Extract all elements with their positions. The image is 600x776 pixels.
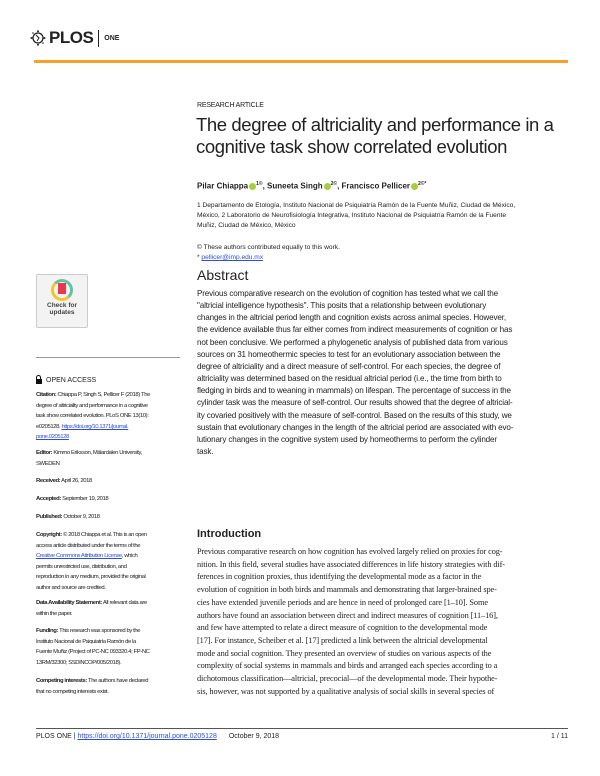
corresponding-email-link[interactable]: pellicer@imp.edu.mx: [201, 254, 264, 261]
equal-contribution-note: © These authors contributed equally to this work.: [197, 244, 340, 251]
text-line: task.: [197, 447, 214, 457]
logo-separator: [98, 30, 99, 47]
data-label: Data Availability Statement:: [36, 600, 102, 606]
editor: [36, 448, 182, 469]
funding-text: Instituto Nacional de Psiquiatría Ramón de la: [36, 638, 136, 645]
page-number: 1 / 11: [551, 733, 568, 740]
copyright-text: , which: [121, 553, 138, 560]
sidebar-divider: [36, 357, 180, 358]
copyright: [36, 530, 182, 594]
data-text: All relevant data are: [101, 600, 147, 606]
citation-doi-link[interactable]: https://doi.org/10.1371/journal.: [61, 423, 129, 430]
text-line: the evidence available thus far either comes from indirect measurements of cognition or has: [197, 325, 513, 335]
competing-text: The authors have declared: [86, 678, 149, 684]
editor-text: SWEDEN: [36, 460, 60, 467]
article-type: RESEARCH ARTICLE: [197, 102, 264, 109]
header-rule: [34, 60, 568, 63]
text-line: Previous comparative research on how cognition has evolved largely relied on proxies for cog-: [197, 547, 503, 556]
open-access-text: OPEN ACCESS: [46, 376, 97, 384]
text-line: sustain that evolutionary changes in the length of the altricial period are associated with evo-: [197, 422, 514, 432]
accepted-date: [36, 494, 182, 505]
text-line: fledging in birds and to weaning in mammals) on lifespan. The percentage of success in the: [197, 386, 511, 396]
text-line: not been conclusive. We performed a phylogenetic analysis of published data from various: [197, 337, 508, 347]
published-value: October 9, 2018: [62, 514, 100, 520]
citation-label: Citation:: [36, 392, 57, 398]
footer-date: October 9, 2018: [228, 733, 280, 740]
received-date: [36, 476, 182, 487]
text-line: changes in the altricial period length and cognition exists across animal species. However,: [197, 313, 506, 323]
footer-journal: PLOS ONE |: [36, 733, 78, 740]
affiliations: [197, 201, 567, 231]
title-line: The degree of altriciality and performance in a: [196, 114, 554, 135]
text-line: [17]. For instance, Scheiber et al. [17] predicted a link between the altricial developmental: [197, 635, 488, 645]
author-list: Pilar Chiappa $^{1©}$, Suneeta Singh $^{2©}$, Francisco Pellicer $^{2©*}$: [197, 181, 427, 191]
orcid-icon[interactable]: [324, 183, 331, 190]
abstract-heading: Abstract: [197, 267, 249, 283]
citation-doi-link[interactable]: pone.0205128: [36, 434, 69, 441]
copyright-label: Copyright:: [36, 532, 62, 538]
text-line: altriciality was determined based on the residual altricial period (i.e., the time from birth to: [197, 374, 502, 384]
author-affil: 2©: [330, 181, 338, 187]
text-line: ity covaried positively with the measure of self-control. Based on the results of this study, we: [197, 410, 512, 420]
data-availability: [36, 598, 182, 619]
text-line: sis, however, was not supported by a qualitative analysis of social skills in several species of: [197, 686, 495, 696]
plos-one-logo: [30, 28, 119, 48]
logo-text: PLOS: [49, 28, 94, 47]
accepted-label: Accepted:: [36, 496, 61, 502]
funding-text: This research was sponsored by the: [58, 628, 141, 634]
citation-text: task show correlated evolution. PLoS ONE 13(10):: [36, 413, 149, 420]
email-prefix: *: [197, 254, 202, 261]
text-line: and few have attempted to relate a direct measure of cognition to the developmental mode: [197, 623, 488, 633]
affiliation-line: México, 2 Laboratorio de Neurofisiología Integrativa, Instituto Nacional de Psiquiatría Ramón de la Fuente: [197, 212, 506, 219]
text-line: Previous comparative research on the evolution of cognition has tested what we call the: [197, 289, 498, 298]
badge-label: Check for: [47, 302, 77, 309]
author-notes: [197, 243, 340, 263]
introduction-text: [197, 546, 505, 698]
footer-doi-link[interactable]: https://doi.org/10.1371/journal.pone.0205128: [77, 733, 217, 740]
copyright-text: permits unrestricted use, distribution, and: [36, 563, 127, 570]
text-line: lutionary changes in the cognitive system used by homeotherms to perform the cylinder: [197, 434, 497, 444]
copyright-text: © 2018 Chiappa et al. This is an open: [61, 532, 147, 538]
open-lock-icon: [36, 379, 42, 384]
text-line: cies have extended juvenile periods and are hence in need of prolonged care [1–10]. Some: [197, 597, 488, 607]
text-line: authors have found an association between direct and indirect measures of cognition [11–16],: [197, 610, 498, 620]
author-affil: 1©: [256, 181, 263, 187]
affiliation-line: Muñiz, Ciudad de México, México: [197, 222, 296, 229]
editor-text: Kimmo Eriksson, Mälardalen University,: [52, 450, 142, 456]
editor-label: Editor:: [36, 450, 53, 456]
copyright-text: access article distributed under the terms of the: [36, 542, 141, 549]
copyright-text: reproduction in any medium, provided the original: [36, 574, 146, 581]
author-affil: 2©*: [418, 181, 427, 187]
badge-label: updates: [49, 309, 75, 316]
received-value: April 26, 2018: [60, 478, 92, 484]
text-line: sources on 31 homeothermic species to test for an evolutionary association between the: [197, 349, 501, 359]
license-link[interactable]: Creative Commons Attribution License: [36, 553, 122, 560]
competing-text: that no competing interests exist.: [36, 688, 109, 695]
competing-label: Competing interests:: [36, 678, 87, 684]
text-line: cylinder task was the measure of self-control. Our results showed that the degree of altricial-: [197, 398, 513, 408]
text-line: dichotomous classification—altricial, precocial—of the developmental mode. Their hypothe-: [197, 674, 498, 684]
funding-text: 13RM/32300; SSDINCOP/005/2018).: [36, 659, 122, 666]
open-access-label: [36, 376, 96, 384]
funding: [36, 626, 182, 668]
author-name[interactable]: Francisco Pellicer: [341, 181, 411, 191]
text-line: ferences in cognition proxies, thus identifying the developmental mode as a factor in the: [197, 572, 482, 582]
text-line: evolution of cognition in both birds and mammals and demonstrating that larger-brained spe-: [197, 585, 497, 595]
published-date: [36, 512, 182, 523]
accepted-value: September 19, 2018: [60, 496, 109, 502]
crossmark-icon: [51, 279, 73, 301]
page-footer: [36, 733, 568, 740]
citation-text: degree of altriciality and performance in a cognitive: [36, 402, 148, 409]
article-title: [196, 114, 554, 158]
affiliation-line: 1 Departamento de Etología, Instituto Nacional de Psiquiatría Ramón de la Fuente Muñiz, Ciudad de México,: [197, 202, 516, 209]
abstract-text: [197, 288, 513, 458]
introduction-heading: Introduction: [197, 528, 262, 540]
title-line: cognitive task show correlated evolution: [196, 136, 508, 157]
funding-label: Funding:: [36, 628, 58, 634]
text-line: complexity of social systems in mammals and birds and arranged each species according to a: [197, 661, 498, 671]
published-label: Published:: [36, 514, 63, 520]
citation-text: Chiappa P, Singh S, Pellicer F (2018) The: [56, 392, 150, 398]
check-for-updates-badge[interactable]: [36, 274, 88, 328]
data-text: within the paper.: [36, 610, 73, 617]
copyright-text: author and source are credited.: [36, 584, 106, 591]
orcid-icon[interactable]: [411, 183, 418, 190]
author-name[interactable]: Pilar Chiappa: [197, 181, 249, 191]
footer-rule: [36, 728, 568, 729]
funding-text: Fuente Muñiz (Project of PC-NC 093320.4; FP-NC: [36, 649, 150, 656]
logo-subtext: ONE: [104, 34, 120, 42]
author-name[interactable]: Suneeta Singh: [267, 181, 323, 191]
text-line: nition. In this field, several studies have associated differences in life history strategies with dif-: [197, 559, 505, 569]
text-line: mode and social cognition. They presented an overview of studies on various aspects of the: [197, 648, 492, 658]
plos-logo-icon: [30, 30, 46, 46]
text-line: "altricial intelligence hypothesis". This posits that a relationship between evolutionary: [197, 301, 487, 311]
competing-interests: [36, 676, 182, 697]
received-label: Received:: [36, 478, 61, 484]
citation: [36, 390, 182, 443]
text-line: degree of altriciality and a direct measure of self-control. For each species, the degree of: [197, 361, 501, 371]
citation-text: e0205128.: [36, 423, 62, 430]
